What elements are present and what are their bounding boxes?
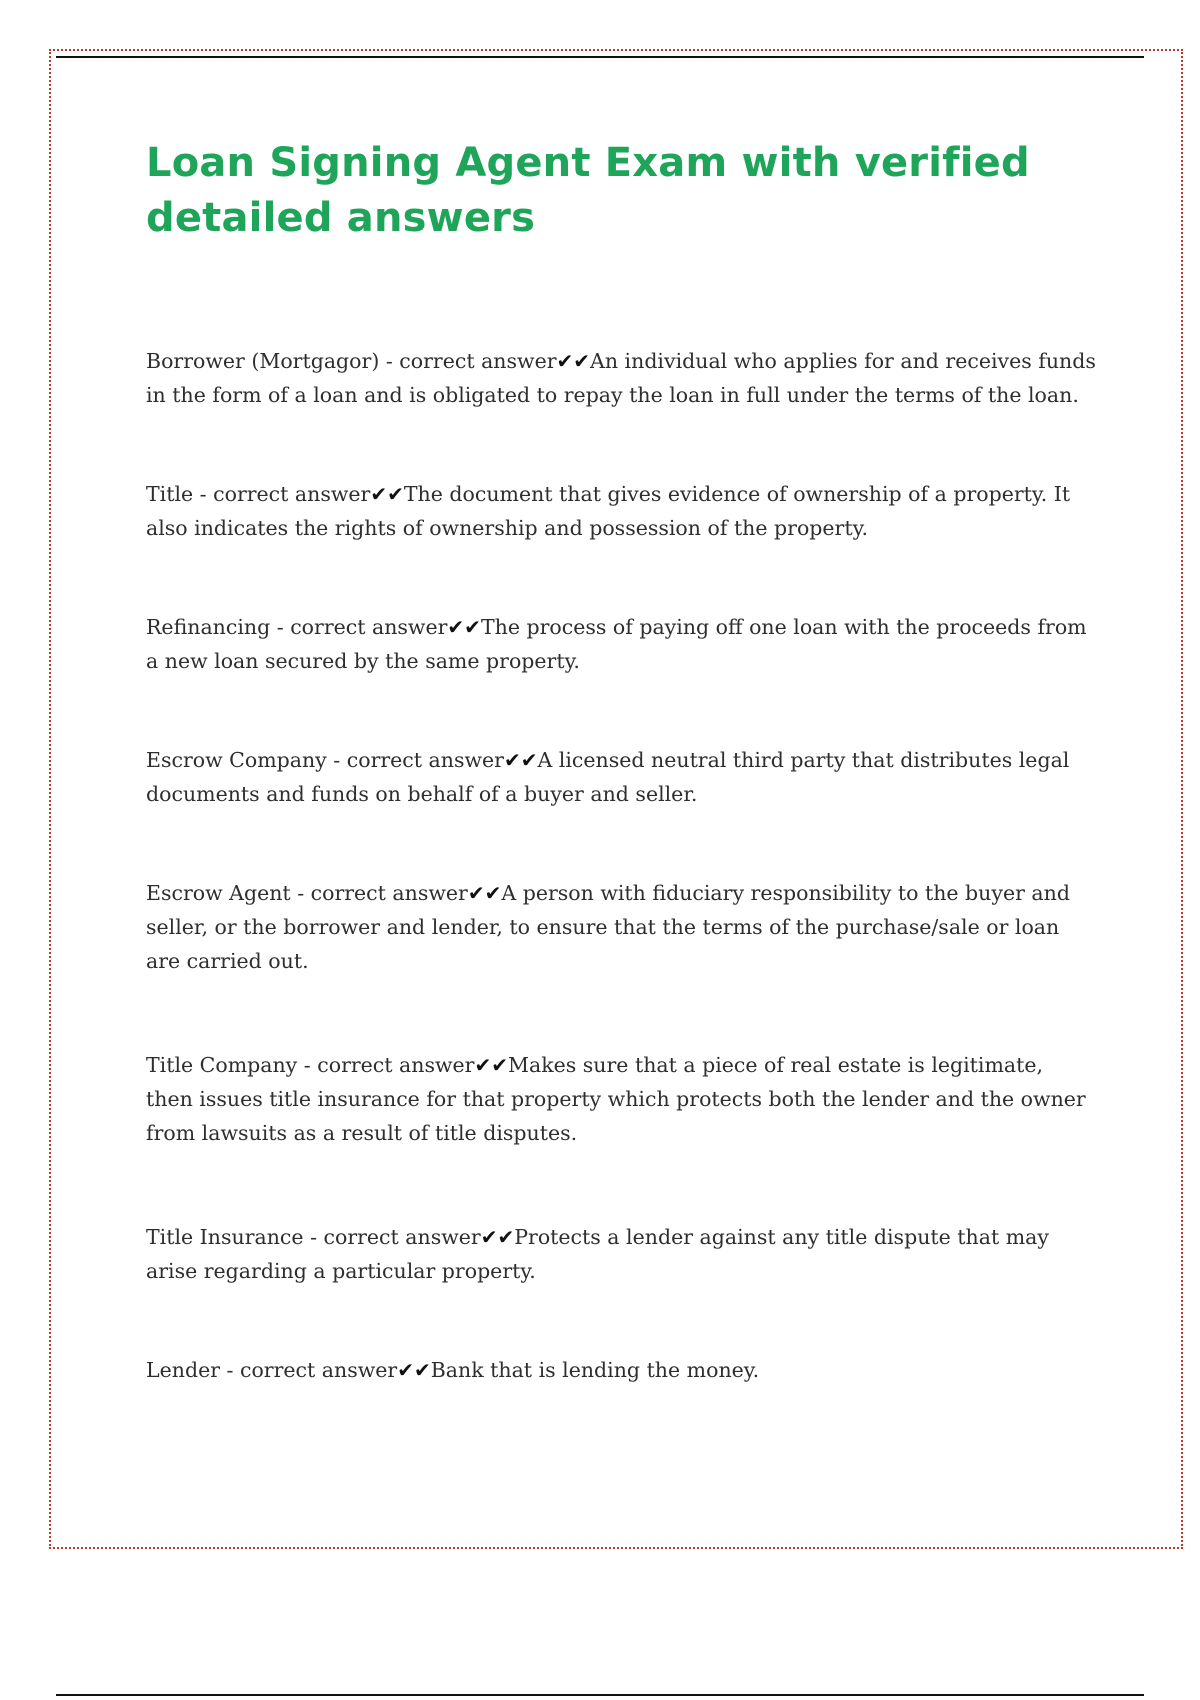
qa-entry-borrower bbox=[146, 344, 1096, 412]
entry-separator: - correct answer bbox=[220, 1358, 398, 1382]
entry-term: Lender bbox=[146, 1358, 221, 1382]
entry-term: Title bbox=[146, 482, 194, 506]
entry-separator: - correct answer bbox=[326, 748, 504, 772]
qa-entry-lender bbox=[146, 1353, 1096, 1387]
entry-term: Title Company bbox=[146, 1053, 298, 1077]
entry-separator: - correct answer bbox=[290, 881, 468, 905]
entry-separator: - correct answer bbox=[270, 615, 448, 639]
qa-entry-escrow-company bbox=[146, 743, 1096, 811]
entry-term: Title Insurance bbox=[146, 1225, 304, 1249]
qa-entry-title-insurance bbox=[146, 1220, 1096, 1288]
double-check-icon: ✔✔ bbox=[397, 1358, 431, 1382]
entry-definition: Bank that is lending the money. bbox=[430, 1358, 760, 1382]
bottom-rule bbox=[56, 1694, 1144, 1696]
qa-entries bbox=[146, 344, 1096, 1452]
entry-separator: - correct answer bbox=[303, 1225, 481, 1249]
top-rule bbox=[56, 56, 1144, 58]
entry-term: Escrow Company bbox=[146, 748, 327, 772]
entry-definition: A person with fiduciary responsibility to the buyer and seller, or the borrower and lender, to ensure that the terms of the purchase/sale or loan are carried out. bbox=[146, 881, 1070, 973]
double-check-icon: ✔✔ bbox=[480, 1225, 515, 1249]
double-check-icon: ✔✔ bbox=[467, 881, 502, 905]
entry-separator: - correct answer bbox=[297, 1053, 475, 1077]
entry-definition: Protects a lender against any title dispute that may arise regarding a particular property. bbox=[146, 1225, 1049, 1283]
qa-entry-title bbox=[146, 477, 1096, 545]
entry-separator: - correct answer bbox=[193, 482, 371, 506]
entry-definition: Makes sure that a piece of real estate is legitimate, then issues title insurance for that property which protects both the lender and the owner from lawsuits as a result of title disputes. bbox=[146, 1053, 1086, 1145]
entry-term: Borrower (Mortgagor) bbox=[146, 349, 380, 373]
entry-term: Escrow Agent bbox=[146, 881, 291, 905]
double-check-icon: ✔✔ bbox=[474, 1053, 508, 1077]
double-check-icon: ✔✔ bbox=[447, 615, 481, 639]
entry-term: Refinancing bbox=[146, 615, 271, 639]
qa-entry-escrow-agent bbox=[146, 876, 1096, 978]
double-check-icon: ✔✔ bbox=[556, 349, 591, 373]
entry-definition: A licensed neutral third party that distributes legal documents and funds on behalf of a buyer and seller. bbox=[146, 748, 1070, 806]
double-check-icon: ✔✔ bbox=[503, 748, 538, 772]
page-title: Loan Signing Agent Exam with verified detailed answers bbox=[146, 140, 1030, 241]
entry-definition: An individual who applies for and receives funds in the form of a loan and is obligated to repay the loan in full under the terms of the loan. bbox=[146, 349, 1096, 407]
entry-definition: The document that gives evidence of ownership of a property. It also indicates the rights of ownership and possession of the property. bbox=[146, 482, 1071, 540]
qa-entry-title-company bbox=[146, 1048, 1096, 1150]
qa-entry-refinancing bbox=[146, 610, 1096, 678]
entry-definition: The process of paying off one loan with the proceeds from a new loan secured by the same property. bbox=[146, 615, 1087, 673]
double-check-icon: ✔✔ bbox=[370, 482, 404, 506]
entry-separator: - correct answer bbox=[379, 349, 557, 373]
